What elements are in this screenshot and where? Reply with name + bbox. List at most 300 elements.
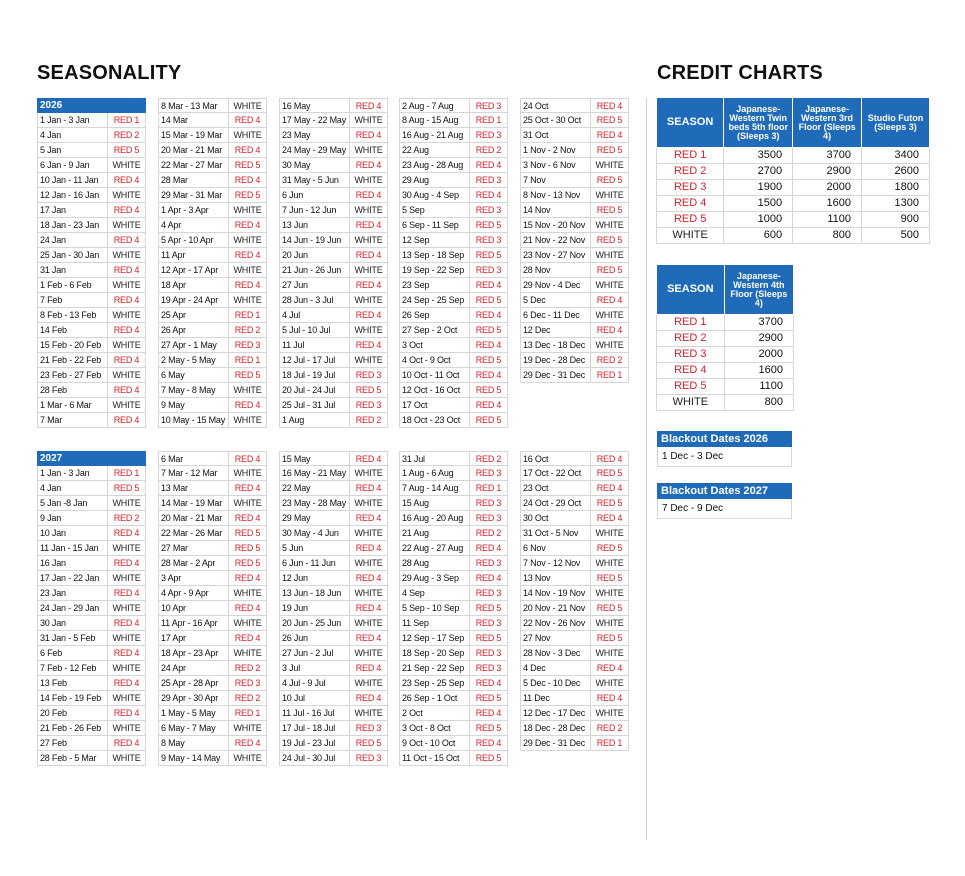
date-range: 6 Jan - 9 Jan (38, 158, 108, 172)
date-range: 21 Feb - 22 Feb (38, 353, 108, 367)
date-range: 25 Oct - 30 Oct (521, 113, 591, 127)
season-cell: RED 1 (657, 315, 725, 331)
date-range: 25 Apr (159, 308, 229, 322)
divider (646, 98, 647, 840)
date-range: 18 Sep - 20 Sep (400, 646, 470, 660)
season-row (158, 233, 267, 248)
date-range: 16 Oct (521, 452, 591, 465)
season-row (158, 203, 267, 218)
season-row (279, 368, 388, 383)
date-range: 31 Jan (38, 263, 108, 277)
date-range: 23 Sep (400, 278, 470, 292)
season-label: RED 4 (113, 265, 140, 275)
date-range: 10 Jul (280, 691, 350, 705)
date-range: 5 Dec (521, 293, 591, 307)
season-label: RED 4 (234, 250, 261, 260)
season-row (158, 736, 267, 751)
date-range: 17 Oct - 22 Oct (521, 466, 591, 480)
date-range: 27 Apr - 1 May (159, 338, 229, 352)
date-range: 3 Oct (400, 338, 470, 352)
season-label: WHITE (233, 498, 262, 508)
season-row (520, 293, 629, 308)
credit-chart-2 (656, 264, 794, 411)
season-label: WHITE (595, 648, 624, 658)
date-range: 22 Nov - 26 Nov (521, 616, 591, 630)
season-row (399, 661, 508, 676)
season-label: RED 4 (596, 663, 623, 673)
date-range: 24 Oct - 29 Oct (521, 496, 591, 510)
season-row (399, 736, 508, 751)
season-row (399, 616, 508, 631)
date-range: 2 Aug - 7 Aug (400, 99, 470, 112)
date-range: 23 Jan (38, 586, 108, 600)
credit-row (657, 180, 930, 196)
date-range: 18 Jul - 19 Jul (280, 368, 350, 382)
date-range: 21 Sep - 22 Sep (400, 661, 470, 675)
season-label: RED 2 (596, 355, 623, 365)
date-range: 4 Jul - 9 Jul (280, 676, 350, 690)
season-label: RED 2 (234, 325, 261, 335)
season-column (520, 451, 629, 751)
season-row (520, 496, 629, 511)
season-column (158, 98, 267, 428)
season-row (279, 398, 388, 413)
date-range: 5 Jul - 10 Jul (280, 323, 350, 337)
season-row (520, 323, 629, 338)
date-range: 5 Jan -8 Jan (38, 496, 108, 510)
date-range: 29 Dec - 31 Dec (521, 368, 591, 382)
season-label: RED 5 (596, 498, 623, 508)
season-row (520, 706, 629, 721)
date-range: 15 Nov - 20 Nov (521, 218, 591, 232)
date-range: 12 Oct - 16 Oct (400, 383, 470, 397)
credit-value: 600 (724, 228, 793, 244)
season-label: WHITE (354, 145, 383, 155)
season-label: RED 4 (234, 280, 261, 290)
season-row (279, 736, 388, 751)
date-range: 1 Apr - 3 Apr (159, 203, 229, 217)
season-label: RED 4 (113, 528, 140, 538)
season-col-header: SEASON (657, 98, 724, 148)
season-label: WHITE (595, 678, 624, 688)
season-row (279, 233, 388, 248)
season-cell: RED 2 (657, 331, 725, 347)
date-range: 24 Jul - 30 Jul (280, 751, 350, 765)
season-row (279, 98, 388, 113)
date-range: 1 Jan - 3 Jan (38, 466, 108, 480)
date-range: 28 Nov - 3 Dec (521, 646, 591, 660)
date-range: 26 Apr (159, 323, 229, 337)
date-range: 5 Dec - 10 Dec (521, 676, 591, 690)
season-label: RED 4 (234, 738, 261, 748)
season-label: WHITE (112, 693, 141, 703)
date-range: 8 Mar - 13 Mar (159, 99, 229, 112)
credit-row (657, 331, 794, 347)
date-range: 8 Feb - 13 Feb (38, 308, 108, 322)
season-row (158, 98, 267, 113)
credit-value: 2000 (724, 347, 793, 363)
date-range: 1 Feb - 6 Feb (38, 278, 108, 292)
date-range: 20 Mar - 21 Mar (159, 511, 229, 525)
season-label: WHITE (354, 355, 383, 365)
season-row (37, 233, 146, 248)
season-row (520, 646, 629, 661)
season-row (279, 413, 388, 428)
credit-value: 1100 (793, 212, 862, 228)
date-range: 20 Jul - 24 Jul (280, 383, 350, 397)
credit-row (657, 347, 794, 363)
season-label: RED 5 (475, 355, 502, 365)
season-label: RED 4 (475, 340, 502, 350)
date-range: 18 Jan - 23 Jan (38, 218, 108, 232)
date-range: 30 Aug - 4 Sep (400, 188, 470, 202)
season-row (279, 323, 388, 338)
date-range: 21 Jun - 26 Jun (280, 263, 350, 277)
season-label: WHITE (112, 250, 141, 260)
season-row (399, 601, 508, 616)
season-row (520, 601, 629, 616)
season-label: RED 3 (475, 205, 502, 215)
season-label: RED 4 (113, 588, 140, 598)
season-row (399, 383, 508, 398)
season-label: WHITE (354, 265, 383, 275)
date-range: 18 Apr (159, 278, 229, 292)
season-label: RED 3 (475, 498, 502, 508)
credit-value: 2900 (793, 164, 862, 180)
date-range: 23 Sep - 25 Sep (400, 676, 470, 690)
date-range: 10 Apr (159, 601, 229, 615)
season-row (158, 751, 267, 766)
date-range: 23 May - 28 May (280, 496, 350, 510)
credit-row (657, 148, 930, 164)
season-label: RED 4 (475, 708, 502, 718)
season-row (399, 398, 508, 413)
season-label: RED 4 (355, 160, 382, 170)
date-range: 13 Feb (38, 676, 108, 690)
season-label: RED 5 (475, 415, 502, 425)
season-label: RED 4 (355, 573, 382, 583)
credit-charts-heading: CREDIT CHARTS (657, 62, 823, 84)
date-range: 7 Aug - 14 Aug (400, 481, 470, 495)
season-label: RED 4 (234, 603, 261, 613)
date-range: 4 Apr - 9 Apr (159, 586, 229, 600)
date-range: 22 Aug (400, 143, 470, 157)
season-cell: RED 5 (657, 379, 725, 395)
season-row (279, 113, 388, 128)
date-range: 23 Feb - 27 Feb (38, 368, 108, 382)
date-range: 27 Feb (38, 736, 108, 750)
season-row (520, 233, 629, 248)
date-range: 9 Oct - 10 Oct (400, 736, 470, 750)
season-label: RED 3 (475, 101, 502, 111)
season-row (158, 706, 267, 721)
season-row (279, 631, 388, 646)
season-row (158, 173, 267, 188)
season-label: RED 1 (596, 370, 623, 380)
season-label: RED 5 (596, 633, 623, 643)
date-range: 16 Aug - 20 Aug (400, 511, 470, 525)
date-range: 18 Apr - 23 Apr (159, 646, 229, 660)
season-row (279, 338, 388, 353)
season-cell: RED 1 (657, 148, 724, 164)
date-range: 31 May - 5 Jun (280, 173, 350, 187)
credit-value: 1300 (862, 196, 930, 212)
season-label: RED 2 (475, 528, 502, 538)
season-row (37, 293, 146, 308)
season-row (37, 353, 146, 368)
date-range: 11 Jan - 15 Jan (38, 541, 108, 555)
date-range: 10 Jan (38, 526, 108, 540)
season-row (399, 496, 508, 511)
date-range: 8 May (159, 736, 229, 750)
season-row (158, 676, 267, 691)
season-label: WHITE (354, 588, 383, 598)
season-row (399, 451, 508, 466)
season-label: RED 2 (234, 693, 261, 703)
date-range: 29 Aug (400, 173, 470, 187)
season-row (279, 526, 388, 541)
date-range: 11 Jul - 16 Jul (280, 706, 350, 720)
season-row (399, 631, 508, 646)
date-range: 27 Sep - 2 Oct (400, 323, 470, 337)
season-label: RED 4 (355, 280, 382, 290)
season-row (37, 466, 146, 481)
date-range: 1 Nov - 2 Nov (521, 143, 591, 157)
date-range: 1 Jan - 3 Jan (38, 113, 108, 127)
season-label: RED 5 (475, 723, 502, 733)
date-range: 12 Apr - 17 Apr (159, 263, 229, 277)
season-row (158, 451, 267, 466)
date-range: 25 Jul - 31 Jul (280, 398, 350, 412)
credit-value: 800 (724, 395, 793, 411)
season-row (158, 511, 267, 526)
season-label: RED 4 (234, 454, 261, 464)
date-range: 12 Sep - 17 Sep (400, 631, 470, 645)
season-row (37, 218, 146, 233)
season-row (399, 173, 508, 188)
season-label: WHITE (354, 115, 383, 125)
season-row (37, 203, 146, 218)
season-row (520, 173, 629, 188)
season-row (399, 721, 508, 736)
date-range: 17 Jan - 22 Jan (38, 571, 108, 585)
season-row (158, 323, 267, 338)
credit-value: 1600 (793, 196, 862, 212)
season-row (279, 158, 388, 173)
season-label: RED 2 (475, 145, 502, 155)
season-row (399, 233, 508, 248)
season-row (37, 601, 146, 616)
date-range: 25 Apr - 28 Apr (159, 676, 229, 690)
season-row (37, 751, 146, 766)
season-label: WHITE (595, 310, 624, 320)
season-row (399, 188, 508, 203)
season-label: RED 4 (355, 633, 382, 643)
season-row (37, 158, 146, 173)
season-label: RED 3 (475, 235, 502, 245)
season-row (399, 323, 508, 338)
season-row (399, 293, 508, 308)
season-label: RED 1 (113, 468, 140, 478)
date-range: 28 Jun - 3 Jul (280, 293, 350, 307)
season-column (37, 451, 146, 766)
season-row (520, 571, 629, 586)
date-range: 2 May - 5 May (159, 353, 229, 367)
season-label: RED 5 (475, 325, 502, 335)
season-row (158, 466, 267, 481)
date-range: 28 Feb - 5 Mar (38, 751, 108, 765)
season-row (279, 128, 388, 143)
date-range: 11 Jul (280, 338, 350, 352)
season-row (158, 556, 267, 571)
season-label: WHITE (112, 573, 141, 583)
season-row (399, 571, 508, 586)
credit-row (657, 379, 794, 395)
season-column (399, 98, 508, 428)
date-range: 4 Jan (38, 128, 108, 142)
date-range: 3 Apr (159, 571, 229, 585)
credit-row (657, 228, 930, 244)
credit-value: 500 (862, 228, 930, 244)
season-row (520, 278, 629, 293)
date-range: 4 Oct - 9 Oct (400, 353, 470, 367)
season-row (520, 481, 629, 496)
season-label: RED 2 (234, 663, 261, 673)
date-range: 31 Jul (400, 452, 470, 465)
season-cell: RED 3 (657, 347, 725, 363)
season-row (399, 481, 508, 496)
season-row (158, 143, 267, 158)
date-range: 2 Oct (400, 706, 470, 720)
season-label: WHITE (233, 265, 262, 275)
date-range: 29 Aug - 3 Sep (400, 571, 470, 585)
room-col-header: Japanese-Western 3rd Floor (Sleeps 4) (793, 98, 862, 148)
date-range: 10 May - 15 May (159, 413, 229, 427)
season-label: WHITE (354, 618, 383, 628)
season-row (37, 721, 146, 736)
season-label: RED 4 (596, 454, 623, 464)
season-row (37, 263, 146, 278)
date-range: 10 Oct - 11 Oct (400, 368, 470, 382)
season-row (158, 218, 267, 233)
date-range: 27 Jun (280, 278, 350, 292)
date-range: 4 Dec (521, 661, 591, 675)
season-label: RED 4 (355, 513, 382, 523)
season-label: RED 4 (596, 130, 623, 140)
season-row (158, 338, 267, 353)
season-row (279, 556, 388, 571)
credit-value: 2600 (862, 164, 930, 180)
season-label: RED 4 (355, 220, 382, 230)
date-range: 20 Nov - 21 Nov (521, 601, 591, 615)
blackout-2026-dates: 1 Dec - 3 Dec (657, 447, 792, 467)
date-range: 11 Apr (159, 248, 229, 262)
credit-value: 1500 (724, 196, 793, 212)
date-range: 20 Mar - 21 Mar (159, 143, 229, 157)
date-range: 1 Aug (280, 413, 350, 427)
season-label: RED 4 (475, 738, 502, 748)
date-range: 25 Jan - 30 Jan (38, 248, 108, 262)
season-label: RED 4 (355, 543, 382, 553)
season-label: RED 3 (234, 678, 261, 688)
date-range: 24 Oct (521, 99, 591, 112)
season-label: RED 4 (234, 145, 261, 155)
season-cell: RED 4 (657, 196, 724, 212)
season-row (520, 556, 629, 571)
season-row (158, 601, 267, 616)
season-row (520, 188, 629, 203)
season-row (520, 721, 629, 736)
season-label: RED 5 (234, 190, 261, 200)
season-label: RED 5 (596, 573, 623, 583)
season-label: RED 4 (234, 115, 261, 125)
season-row (399, 308, 508, 323)
season-label: RED 5 (475, 633, 502, 643)
season-label: RED 5 (475, 220, 502, 230)
season-label: RED 5 (475, 603, 502, 613)
date-range: 13 Jun (280, 218, 350, 232)
season-column (279, 451, 388, 766)
season-label: WHITE (233, 205, 262, 215)
season-label: RED 4 (234, 483, 261, 493)
seasonality-heading: SEASONALITY (37, 62, 182, 84)
season-label: WHITE (354, 678, 383, 688)
season-label: WHITE (354, 468, 383, 478)
date-range: 22 Mar - 27 Mar (159, 158, 229, 172)
season-row (399, 128, 508, 143)
date-range: 1 Mar - 6 Mar (38, 398, 108, 412)
season-label: RED 5 (234, 528, 261, 538)
date-range: 18 Oct - 23 Oct (400, 413, 470, 427)
season-label: RED 4 (355, 310, 382, 320)
date-range: 12 Sep (400, 233, 470, 247)
season-row (37, 368, 146, 383)
season-row (37, 571, 146, 586)
date-range: 12 Jan - 16 Jan (38, 188, 108, 202)
date-range: 11 Apr - 16 Apr (159, 616, 229, 630)
season-label: RED 3 (475, 648, 502, 658)
season-label: RED 4 (113, 678, 140, 688)
date-range: 6 Sep - 11 Sep (400, 218, 470, 232)
season-row (399, 203, 508, 218)
season-col-header: SEASON (657, 265, 725, 315)
date-range: 30 Jan (38, 616, 108, 630)
season-label: WHITE (595, 250, 624, 260)
date-range: 21 Aug (400, 526, 470, 540)
date-range: 23 May (280, 128, 350, 142)
season-label: RED 5 (596, 603, 623, 613)
room-col-header: Studio Futon (Sleeps 3) (862, 98, 930, 148)
date-range: 10 Jan - 11 Jan (38, 173, 108, 187)
date-range: 15 Mar - 19 Mar (159, 128, 229, 142)
season-row (279, 278, 388, 293)
year-header: 2026 (37, 98, 146, 113)
credit-value: 3400 (862, 148, 930, 164)
season-label: RED 1 (113, 115, 140, 125)
blackout-2026 (657, 431, 792, 467)
season-row (37, 706, 146, 721)
date-range: 16 May - 21 May (280, 466, 350, 480)
season-label: RED 5 (355, 738, 382, 748)
date-range: 6 Dec - 11 Dec (521, 308, 591, 322)
season-row (158, 308, 267, 323)
season-label: RED 4 (234, 513, 261, 523)
date-range: 14 Jun - 19 Jun (280, 233, 350, 247)
season-label: RED 4 (113, 355, 140, 365)
season-label: WHITE (233, 385, 262, 395)
season-label: WHITE (595, 190, 624, 200)
date-range: 28 Mar - 2 Apr (159, 556, 229, 570)
